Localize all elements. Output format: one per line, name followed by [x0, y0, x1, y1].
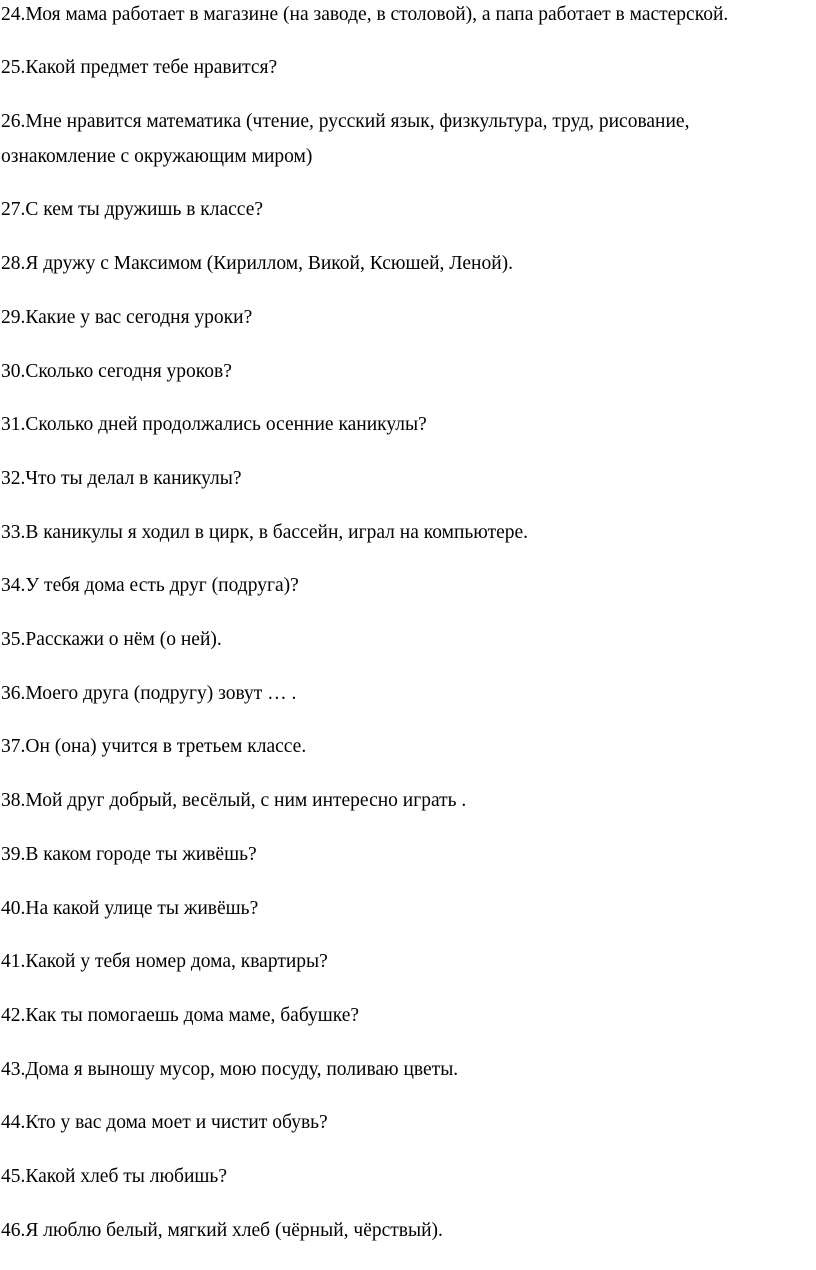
line-38: 38.Мой друг добрый, весёлый, с ним интересно играть .	[1, 790, 467, 811]
line-24: 24.Моя мама работает в магазине (на заводе, в столовой), а папа работает в мастерской.	[1, 4, 729, 25]
line-41: 41.Какой у тебя номер дома, квартиры?	[1, 951, 328, 972]
line-26-continuation: ознакомление с окружающим миром)	[1, 146, 313, 167]
line-28: 28.Я дружу с Максимом (Кириллом, Викой, Ксюшей, Леной).	[1, 253, 514, 274]
line-45: 45.Какой хлеб ты любишь?	[1, 1166, 227, 1187]
line-46: 46.Я люблю белый, мягкий хлеб (чёрный, чёрствый).	[1, 1220, 443, 1241]
line-36: 36.Моего друга (подругу) зовут … .	[1, 683, 297, 704]
line-33: 33.В каникулы я ходил в цирк, в бассейн, играл на компьютере.	[1, 522, 529, 543]
line-30: 30.Сколько сегодня уроков?	[1, 361, 232, 382]
line-29: 29.Какие у вас сегодня уроки?	[1, 307, 253, 328]
line-44: 44.Кто у вас дома моет и чистит обувь?	[1, 1112, 328, 1133]
line-31: 31.Сколько дней продолжались осенние каникулы?	[1, 414, 427, 435]
line-42: 42.Как ты помогаешь дома маме, бабушке?	[1, 1005, 360, 1026]
line-27: 27.С кем ты дружишь в классе?	[1, 199, 264, 220]
line-25: 25.Какой предмет тебе нравится?	[1, 57, 278, 78]
line-40: 40.На какой улице ты живёшь?	[1, 898, 259, 919]
line-39: 39.В каком городе ты живёшь?	[1, 844, 257, 865]
line-43: 43.Дома я выношу мусор, мою посуду, поливаю цветы.	[1, 1059, 459, 1080]
line-32: 32.Что ты делал в каникулы?	[1, 468, 242, 489]
line-34: 34.У тебя дома есть друг (подруга)?	[1, 575, 299, 596]
line-37: 37.Он (она) учится в третьем классе.	[1, 736, 307, 757]
line-26: 26.Мне нравится математика (чтение, русский язык, физкультура, труд, рисование,	[1, 111, 690, 132]
line-35: 35.Расскажи о нём (о ней).	[1, 629, 222, 650]
